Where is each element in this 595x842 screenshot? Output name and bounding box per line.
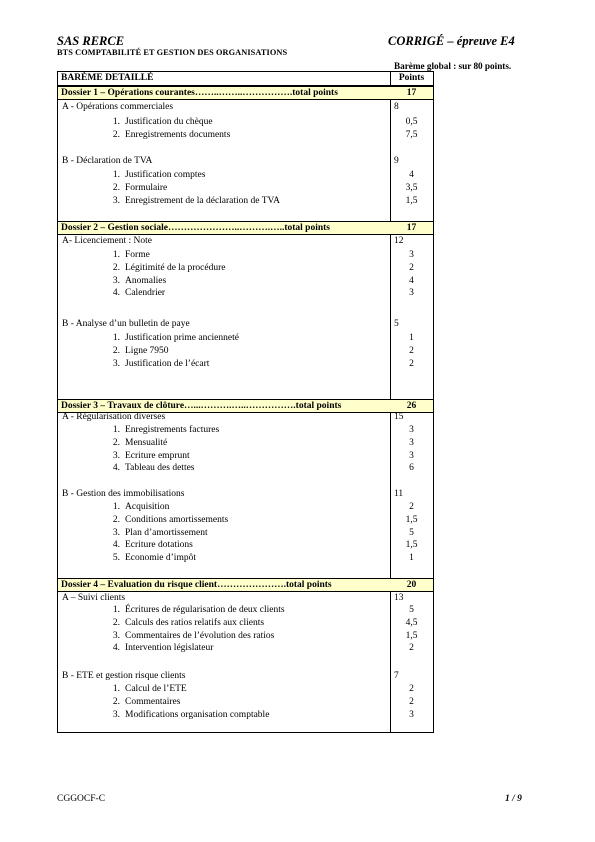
criterion-number: 2. xyxy=(112,130,120,140)
criterion-label: Commentaires de l’évolution des ratios xyxy=(125,631,275,641)
dossier-title: Dossier 1 – Opérations courantes……..……..…………….total points xyxy=(61,88,338,98)
criterion-points: 5 xyxy=(409,528,414,538)
criterion-label: Calendrier xyxy=(125,288,166,298)
criterion-number: 3. xyxy=(112,451,120,461)
criterion-label: Justification de l’écart xyxy=(125,359,210,369)
criterion-number: 4. xyxy=(112,463,120,473)
criterion-points: 1,5 xyxy=(405,631,418,641)
table-header-row xyxy=(58,72,433,86)
criterion-label: Conditions amortissements xyxy=(125,515,229,525)
section-row xyxy=(58,318,433,331)
criterion-label: Commentaires xyxy=(125,697,181,707)
criterion-label: Calcul de l’ETE xyxy=(125,684,187,694)
section-label: B - Gestion des immobilisations xyxy=(62,489,185,499)
criterion-row xyxy=(58,552,433,565)
criterion-label: Anomalies xyxy=(125,276,167,286)
criterion-row xyxy=(58,332,433,345)
criterion-points: 3 xyxy=(409,250,414,260)
section-row xyxy=(58,155,433,168)
dossier-row xyxy=(58,221,433,235)
section-label: A – Suivi clients xyxy=(62,593,126,603)
criterion-row xyxy=(58,169,433,182)
criterion-row xyxy=(58,501,433,514)
criterion-points: 1,5 xyxy=(405,196,418,206)
criterion-number: 3. xyxy=(112,631,120,641)
document-type: CORRIGÉ – épreuve E4 xyxy=(388,34,515,48)
section-points: 8 xyxy=(394,102,399,112)
criterion-label: Formulaire xyxy=(125,183,168,193)
criterion-label: Justification prime ancienneté xyxy=(125,333,239,343)
criterion-row xyxy=(58,696,433,709)
dossier-total-points: 20 xyxy=(406,580,417,590)
criterion-row xyxy=(58,249,433,262)
criterion-number: 1. xyxy=(112,502,120,512)
criterion-number: 2. xyxy=(112,697,120,707)
criterion-row xyxy=(58,345,433,358)
criterion-points: 0,5 xyxy=(405,117,418,127)
criterion-row xyxy=(58,116,433,129)
section-label: B - Déclaration de TVA xyxy=(62,156,153,166)
criterion-points: 1 xyxy=(409,553,414,563)
criterion-label: Écritures de régularisation de deux clients xyxy=(125,605,285,615)
criterion-number: 1. xyxy=(112,605,120,615)
section-points: 5 xyxy=(394,319,399,329)
section-row xyxy=(58,101,433,114)
criterion-label: Tableau des dettes xyxy=(125,463,195,473)
criterion-number: 3. xyxy=(112,276,120,286)
company-name: SAS RERCE xyxy=(57,34,125,48)
criterion-number: 2. xyxy=(112,438,120,448)
criterion-label: Mensualité xyxy=(125,438,168,448)
dossier-total-points: 17 xyxy=(406,88,417,98)
criterion-row xyxy=(58,182,433,195)
criterion-points: 4,5 xyxy=(405,618,418,628)
section-row xyxy=(58,235,433,248)
criterion-label: Ligne 7950 xyxy=(125,346,169,356)
criterion-points: 3 xyxy=(409,438,414,448)
criterion-label: Justification du chèque xyxy=(125,117,213,127)
criterion-label: Légitimité de la procédure xyxy=(125,263,226,273)
criterion-row xyxy=(58,287,433,300)
criterion-points: 2 xyxy=(409,346,414,356)
criterion-label: Modifications organisation comptable xyxy=(125,710,270,720)
criterion-points: 7,5 xyxy=(405,130,418,140)
criterion-row xyxy=(58,437,433,450)
criterion-points: 3 xyxy=(409,710,414,720)
global-scale: Barème global : sur 80 points. xyxy=(394,61,512,71)
footer-page-number: 1 / 9 xyxy=(505,794,522,804)
program-name: BTS COMPTABILITÉ ET GESTION DES ORGANISATIONS xyxy=(57,48,288,57)
criterion-row xyxy=(58,642,433,655)
criterion-row xyxy=(58,514,433,527)
criterion-row xyxy=(58,709,433,722)
section-row xyxy=(58,670,433,683)
criterion-number: 4. xyxy=(112,643,120,653)
criterion-number: 2. xyxy=(112,618,120,628)
criterion-row xyxy=(58,604,433,617)
dossier-title: Dossier 4 – Evaluation du risque client………………….total points xyxy=(61,580,332,590)
criterion-number: 1. xyxy=(112,425,120,435)
column-header-label: BARÈME DETAILLÉ xyxy=(61,73,154,83)
criterion-points: 1,5 xyxy=(405,540,418,550)
footer-code: CGGOCF-C xyxy=(57,794,106,804)
criterion-points: 2 xyxy=(409,643,414,653)
criterion-row xyxy=(58,195,433,208)
dossier-total-points: 26 xyxy=(406,401,417,411)
criterion-row xyxy=(58,129,433,142)
criterion-row xyxy=(58,683,433,696)
section-points: 11 xyxy=(394,489,404,499)
criterion-number: 3. xyxy=(112,359,120,369)
criterion-label: Intervention législateur xyxy=(125,643,214,653)
grading-table xyxy=(57,71,434,733)
criterion-number: 1. xyxy=(112,250,120,260)
criterion-number: 3. xyxy=(112,528,120,538)
section-row xyxy=(58,488,433,501)
criterion-points: 1 xyxy=(409,333,414,343)
dossier-total-points: 17 xyxy=(406,223,417,233)
criterion-label: Enregistrements documents xyxy=(125,130,231,140)
criterion-number: 1. xyxy=(112,170,120,180)
criterion-number: 2. xyxy=(112,263,120,273)
section-points: 12 xyxy=(394,236,404,246)
section-points: 15 xyxy=(394,412,404,422)
dossier-title: Dossier 3 – Travaux de clôture…...……….…..…………….total points xyxy=(61,401,342,411)
criterion-points: 2 xyxy=(409,697,414,707)
criterion-label: Justification comptes xyxy=(125,170,206,180)
criterion-row xyxy=(58,462,433,475)
section-points: 7 xyxy=(394,671,399,681)
column-header-points: Points xyxy=(398,73,425,83)
criterion-points: 3 xyxy=(409,451,414,461)
criterion-row xyxy=(58,539,433,552)
criterion-label: Plan d’amortissement xyxy=(125,528,208,538)
criterion-label: Acquisition xyxy=(125,502,170,512)
section-label: A - Régularisation diverses xyxy=(62,412,166,422)
criterion-label: Calculs des ratios relatifs aux clients xyxy=(125,618,265,628)
criterion-points: 2 xyxy=(409,684,414,694)
section-points: 9 xyxy=(394,156,399,166)
section-row xyxy=(58,411,433,424)
criterion-label: Enregistrements factures xyxy=(125,425,220,435)
criterion-number: 5. xyxy=(112,553,120,563)
criterion-number: 3. xyxy=(112,710,120,720)
criterion-label: Ecriture dotations xyxy=(125,540,193,550)
criterion-points: 2 xyxy=(409,359,414,369)
criterion-points: 3 xyxy=(409,288,414,298)
criterion-number: 2. xyxy=(112,183,120,193)
criterion-number: 4. xyxy=(112,540,120,550)
criterion-number: 2. xyxy=(112,515,120,525)
criterion-row xyxy=(58,262,433,275)
criterion-points: 4 xyxy=(409,170,414,180)
section-points: 13 xyxy=(394,593,404,603)
criterion-label: Economie d’impôt xyxy=(125,553,196,563)
dossier-row xyxy=(58,86,433,100)
criterion-points: 1,5 xyxy=(405,515,418,525)
criterion-number: 1. xyxy=(112,117,120,127)
criterion-points: 2 xyxy=(409,502,414,512)
criterion-number: 4. xyxy=(112,288,120,298)
dossier-row xyxy=(58,578,433,592)
criterion-points: 3 xyxy=(409,425,414,435)
criterion-points: 2 xyxy=(409,263,414,273)
section-label: A - Opérations commerciales xyxy=(62,102,174,112)
criterion-points: 5 xyxy=(409,605,414,615)
header-left xyxy=(57,34,287,58)
section-label: A- Licenciement : Note xyxy=(62,236,152,246)
criterion-label: Enregistrement de la déclaration de TVA xyxy=(125,196,281,206)
criterion-points: 6 xyxy=(409,463,414,473)
criterion-number: 3. xyxy=(112,196,120,206)
section-label: B - ETE et gestion risque clients xyxy=(62,671,186,681)
criterion-points: 3,5 xyxy=(405,183,418,193)
criterion-label: Forme xyxy=(125,250,150,260)
criterion-points: 4 xyxy=(409,276,414,286)
criterion-row xyxy=(58,617,433,630)
criterion-number: 2. xyxy=(112,346,120,356)
criterion-row xyxy=(58,358,433,371)
criterion-number: 1. xyxy=(112,684,120,694)
criterion-row xyxy=(58,424,433,437)
section-label: B - Analyse d’un bulletin de paye xyxy=(62,319,190,329)
criterion-number: 1. xyxy=(112,333,120,343)
dossier-title: Dossier 2 – Gestion sociale…………………..……….…..total points xyxy=(61,223,330,233)
criterion-label: Ecriture emprunt xyxy=(125,451,190,461)
